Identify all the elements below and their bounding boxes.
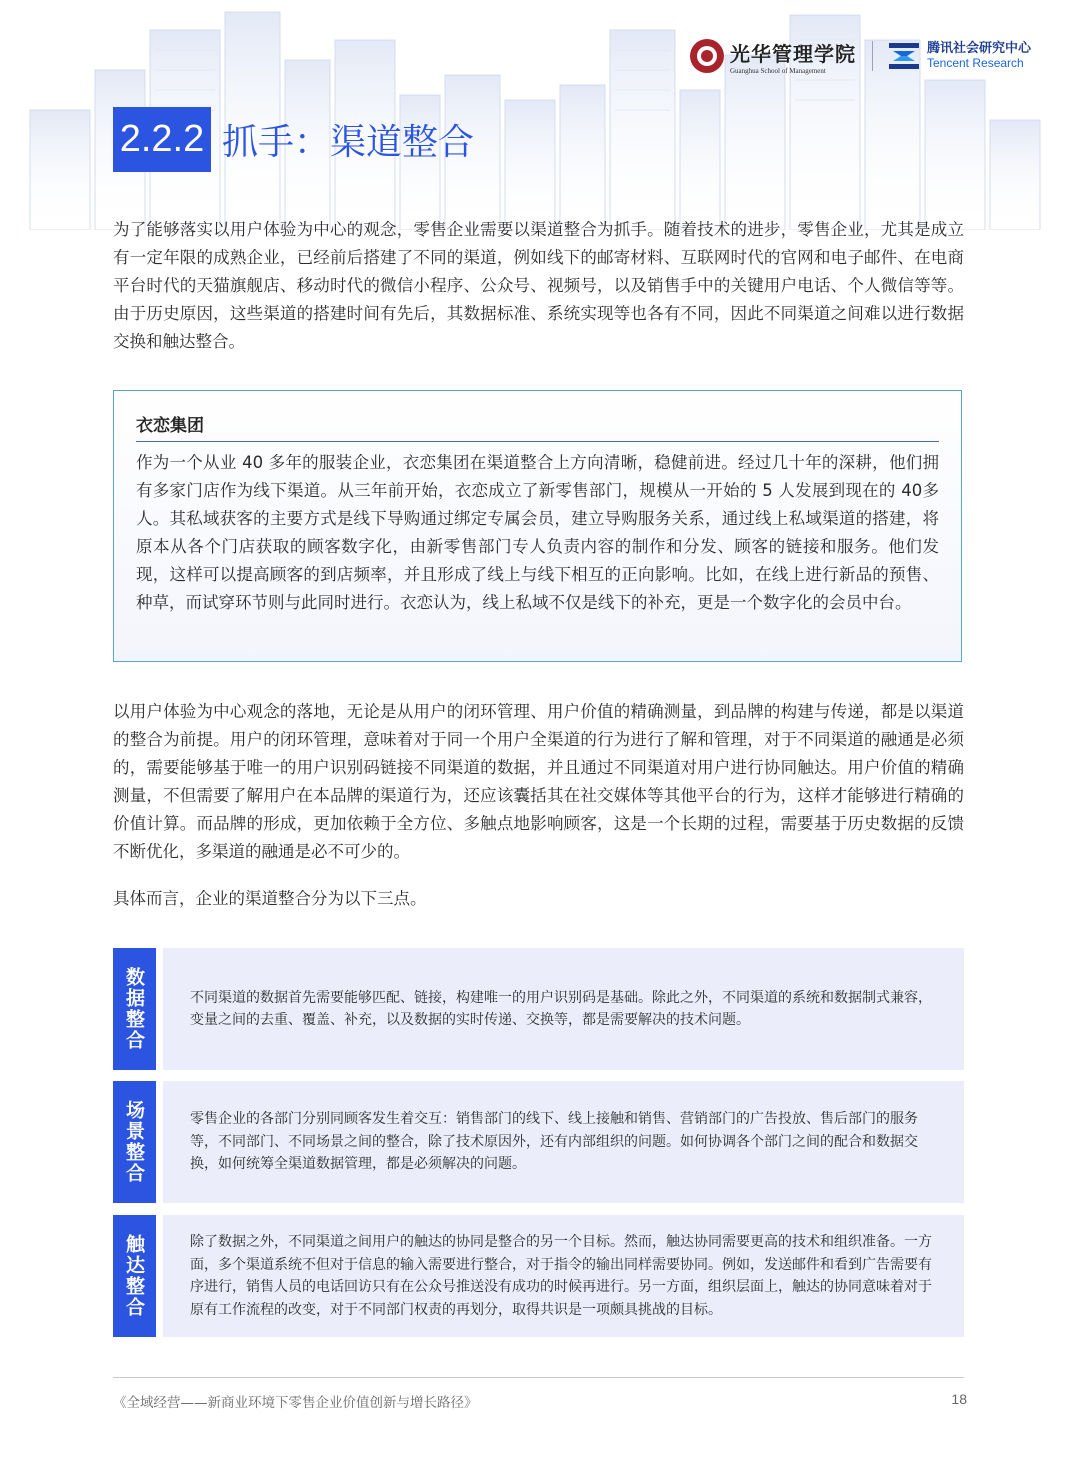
page-number: 18 [951, 1391, 967, 1407]
card-body [163, 1215, 964, 1337]
case-study-title: 衣恋集团 [136, 416, 204, 436]
card-text: 除了数据之外，不同渠道之间用户的触达的协同是整合的另一个目标。然而，触达协同需要更高的技术和组织准备。一方面，多个渠道系统不但对于信息的输入需要进行整合，对于指令的输出同样需要协同。例如，发送邮件和看到广告需要有序进行，销售人员的电话回访只有在公众号推送没有成功的时候再进行。另一方面，组织层面上，触达的协同意味着对于原有工作流程的改变，对于不同部门权责的再划分，取得共识是一项颇具挑战的目标。 [190, 1234, 932, 1318]
section-number: 2.2.2 [113, 107, 211, 172]
case-study-box [113, 390, 962, 662]
card-text: 不同渠道的数据首先需要能够匹配、链接，构建唯一的用户识别码是基础。除此之外，不同渠道的系统和数据制式兼容，变量之间的去重、覆盖、补充，以及数据的实时传递、交换等，都是需要解决的技术问题。 [190, 989, 932, 1028]
logo-divider [872, 41, 873, 71]
footer-divider [113, 1377, 964, 1378]
summary-line: 具体而言，企业的渠道整合分为以下三点。 [113, 889, 427, 908]
header-logos [690, 36, 1031, 76]
tencent-research-name-cn: 腾讯社会研究中心 [926, 41, 1031, 56]
card-text: 零售企业的各部门分别同顾客发生着交互：销售部门的线下、线上接触和销售、营销部门的广告投放、售后部门的服务等，不同部门、不同场景之间的整合，除了技术原因外，还有内部组织的问题。如何协调各个部门之间的配合和数据交换，如何统筹全渠道数据管理，都是必须解决的问题。 [190, 1111, 918, 1173]
guanghua-name: 光华管理学院 [729, 41, 856, 66]
case-study-text: 作为一个从业 40 多年的服装企业，衣恋集团在渠道整合上方向清晰，稳健前进。经过几十年的深耕，他们拥有多家门店作为线下渠道。从三年前开始，衣恋成立了新零售部门，规模从一开始的 5 人发展到现在的 40多人。其私域获客的主要方式是线下导购通过绑定专属会员，建立导购服务关系，通过线上私域渠道的搭建，将原本从各个门店获取的顾客数字化，由新零售部门专人负责内容的制作和分发、顾客的链接和服务。他们发现，这样可以提高顾客的到店频率，并且形成了线上与线下相互的正向影响。比如，在线上进行新品的预售、种草，而试穿环节则与此同时进行。衣恋认为，线上私域不仅是线下的补充，更是一个数字化的会员中台。 [136, 453, 939, 612]
card-reach-integration [113, 1215, 964, 1337]
peking-university-seal-icon [690, 39, 724, 73]
tencent-research-mark-icon [887, 41, 921, 71]
card-label: 数据整合 [113, 948, 156, 1070]
tencent-research-logo [887, 41, 1031, 71]
card-body [163, 948, 964, 1070]
footer-report-title: 《全域经营——新商业环境下零售企业价值创新与增长路径》 [113, 1395, 478, 1411]
guanghua-english-name: Guanghua School of Management [729, 66, 826, 75]
guanghua-logo [690, 38, 856, 75]
section-title: 抓手：渠道整合 [222, 122, 475, 163]
card-scenario-integration [113, 1081, 964, 1203]
intro-paragraph: 为了能够落实以用户体验为中心的观念，零售企业需要以渠道整合为抓手。随着技术的进步，零售企业，尤其是成立有一定年限的成熟企业，已经前后搭建了不同的渠道，例如线下的邮寄材料、互联网时代的官网和电子邮件、在电商平台时代的天猫旗舰店、移动时代的微信小程序、公众号、视频号，以及销售手中的关键用户电话、个人微信等等。由于历史原因，这些渠道的搭建时间有先后，其数据标准、系统实现等也各有不同，因此不同渠道之间难以进行数据交换和触达整合。 [113, 220, 964, 351]
body-paragraph: 以用户体验为中心观念的落地，无论是从用户的闭环管理、用户价值的精确测量，到品牌的构建与传递，都是以渠道的整合为前提。用户的闭环管理，意味着对于同一个用户全渠道的行为进行了解和管理，对于不同渠道的融通是必须的，需要能够基于唯一的用户识别码链接不同渠道的数据，并且通过不同渠道对用户进行协同触达。用户价值的精确测量，不但需要了解用户在本品牌的渠道行为，还应该囊括其在社交媒体等其他平台的行为，这样才能够进行精确的价值计算。而品牌的形成，更加依赖于全方位、多触点地影响顾客，这是一个长期的过程，需要基于历史数据的反馈不断优化，多渠道的融通是必不可少的。 [113, 702, 964, 861]
tencent-research-name-en: Tencent Research [926, 56, 1024, 70]
card-label: 场景整合 [113, 1081, 156, 1203]
case-study-divider [136, 441, 939, 442]
card-body [163, 1081, 964, 1203]
card-label: 触达整合 [113, 1215, 156, 1337]
card-data-integration [113, 948, 964, 1070]
